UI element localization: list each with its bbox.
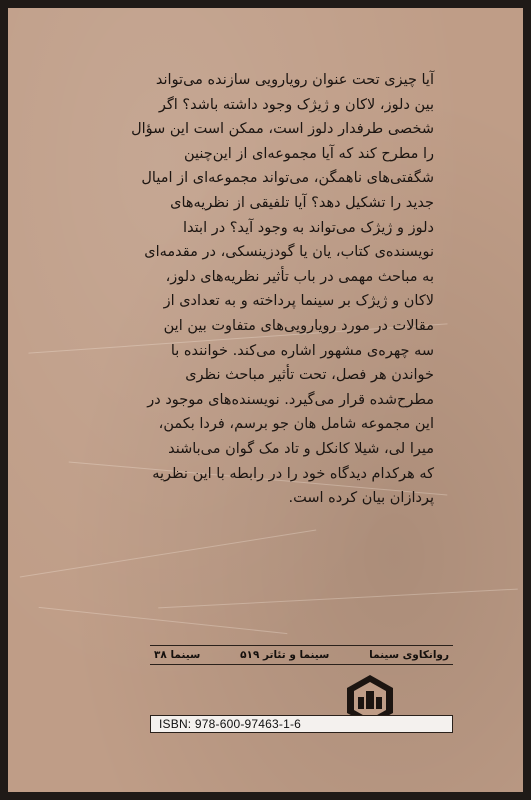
blurb-line: جدید را تشکیل دهد؟ آیا تلفیقی از نظریه‌های xyxy=(170,194,434,211)
series-label-right: روانکاوی سینما xyxy=(369,649,449,661)
blurb-line: این مجموعه شامل هان جو برسم، فردا بکمن، xyxy=(158,416,434,433)
series-label-left: سینما ۳۸ xyxy=(154,649,201,661)
blurb-line: خواندن هر فصل، تحت تأثیر مباحث نظری xyxy=(185,367,434,384)
isbn-label: ISBN: 978-600-97463-1-6 xyxy=(150,715,453,733)
back-cover-blurb xyxy=(94,68,434,511)
blurb-line: که هرکدام دیدگاه خود را در رابطه با این نظریه xyxy=(152,465,434,482)
paper-scratch xyxy=(20,530,316,578)
blurb-line: میرا لی، شیلا کانکل و تاد مک گوان می‌باشند xyxy=(168,440,434,457)
blurb-line: نویسنده‌ی کتاب، یان یا گودزینسکی، در مقدمه‌ای xyxy=(144,244,434,261)
blurb-line: مقالات در مورد رویارویی‌های متفاوت بین این xyxy=(163,317,434,334)
back-cover xyxy=(8,8,523,792)
blurb-line: دلوز و ژیژک می‌تواند به وجود آید؟ در ابتدا xyxy=(183,219,434,236)
blurb-line: مطرح‌شده قرار می‌گیرد. نویسنده‌های موجود در xyxy=(147,391,434,408)
blurb-line: لاکان و ژیژک بر سینما پرداخته و به تعدادی از xyxy=(163,293,434,310)
blurb-line: پردازان بیان کرده است. xyxy=(288,490,434,507)
blurb-line: به مباحث مهمی در باب تأثیر نظریه‌های دلوز، xyxy=(165,268,434,285)
series-strip xyxy=(150,645,453,665)
blurb-line: سه چهره‌ی مشهور اشاره می‌کند. خواننده با xyxy=(170,342,434,359)
blurb-line: بین دلوز، لاکان و ژیژک وجود داشته باشد؟ اگر xyxy=(158,96,434,113)
paper-scratch xyxy=(39,607,288,634)
paper-scratch xyxy=(158,589,518,609)
blurb-line: آیا چیزی تحت عنوان رویارویی سازنده می‌تواند xyxy=(155,72,434,88)
blurb-line: شگفتی‌های ناهمگن، می‌تواند مجموعه‌ای از امیال xyxy=(141,170,434,187)
blurb-line: را مطرح کند که آیا مجموعه‌ای از این‌چنین xyxy=(183,145,434,162)
blurb-line: شخصی طرفدار دلوز است، ممکن است این سؤال xyxy=(131,121,434,138)
series-label-middle: سینما و تئاتر ۵۱۹ xyxy=(240,649,330,661)
